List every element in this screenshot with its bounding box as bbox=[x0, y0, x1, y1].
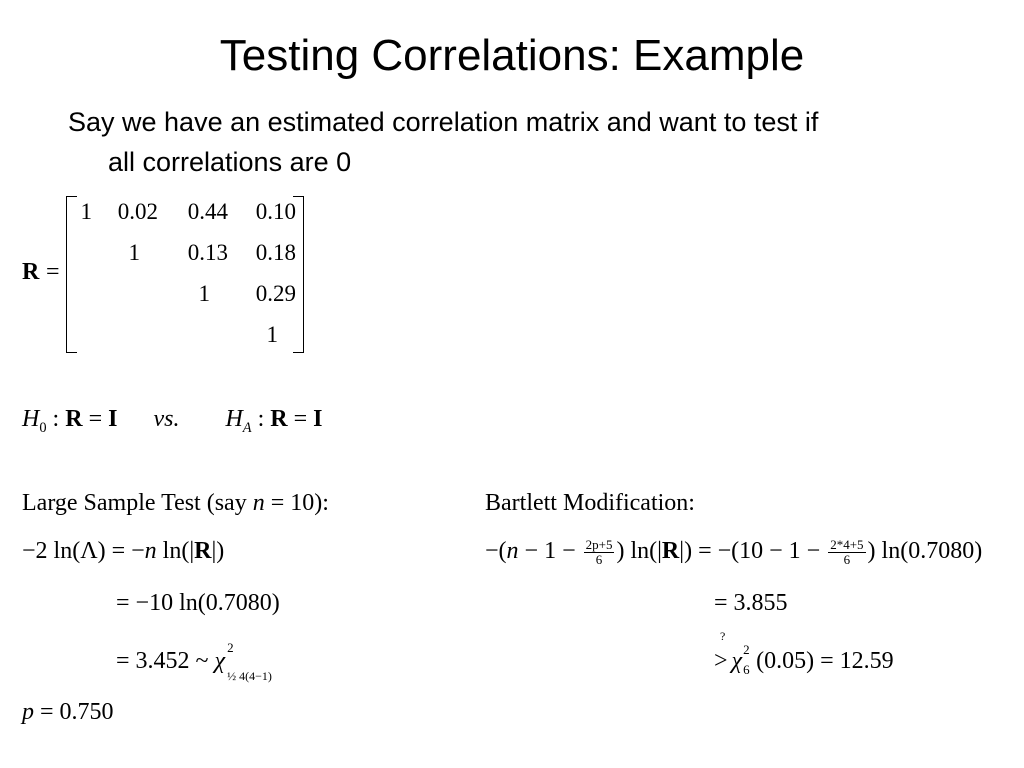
p-symbol: p bbox=[22, 699, 34, 725]
large-sample-line-2: = −10 ln(0.7080) bbox=[116, 590, 280, 616]
bt-l1-n: n bbox=[506, 538, 519, 564]
bt-l3-sup: 2 bbox=[743, 642, 750, 657]
ls-l1-r: R bbox=[194, 538, 212, 564]
bt-l1-b: − 1 − bbox=[518, 538, 582, 564]
vs-label: vs. bbox=[153, 406, 180, 432]
hypothesis-line bbox=[22, 405, 323, 442]
h0-colon: : bbox=[46, 406, 66, 432]
matrix-equals: = bbox=[46, 259, 60, 285]
bartlett-question-mark: ? bbox=[720, 629, 726, 643]
bt-frac-1-den: 6 bbox=[595, 551, 603, 567]
large-sample-n: n bbox=[252, 490, 265, 516]
large-sample-line-1 bbox=[22, 537, 224, 565]
ls-l1-c: ln bbox=[156, 538, 182, 564]
bartlett-line-3 bbox=[714, 642, 894, 677]
bt-l1-d: |) = −(10 − 1 − bbox=[679, 538, 827, 564]
p-value bbox=[22, 698, 114, 726]
matrix-cell: 0.10 bbox=[255, 199, 296, 224]
matrix-cell: 0.13 bbox=[187, 240, 228, 265]
intro-line-2: all correlations are 0 bbox=[108, 147, 352, 177]
h0-subscript: 0 bbox=[39, 419, 47, 436]
ls-l3-sub: ½ 4(4−1) bbox=[227, 669, 272, 683]
ha-subscript: A bbox=[242, 419, 252, 436]
matrix-cell: 0.44 bbox=[187, 199, 228, 224]
h0-i: I bbox=[108, 406, 118, 432]
h0-eq: = bbox=[82, 406, 109, 432]
bt-l3-chi: χ bbox=[731, 648, 743, 674]
bt-l3-gt: > bbox=[714, 648, 728, 674]
p-value-text: = 0.750 bbox=[34, 699, 114, 725]
intro-line-1: Say we have an estimated correlation matrix and want to test if bbox=[68, 107, 819, 137]
ls-l1-b: = − bbox=[105, 538, 145, 564]
ls-l1-a: −2 ln bbox=[22, 538, 73, 564]
bt-frac-2-den: 6 bbox=[843, 551, 851, 567]
bt-l3-rest: (0.05) = 12.59 bbox=[756, 648, 894, 674]
bt-frac-2 bbox=[828, 538, 865, 567]
matrix-cell: 1 bbox=[266, 322, 278, 347]
matrix-label bbox=[22, 258, 39, 286]
bt-l3-sub: 6 bbox=[743, 662, 750, 677]
ls-l1-lambda: (Λ) bbox=[72, 538, 106, 564]
matrix-cell: 0.18 bbox=[255, 240, 296, 265]
ls-l1-e: |) bbox=[211, 538, 225, 564]
ha-eq: = bbox=[287, 406, 314, 432]
h0-r: R bbox=[65, 406, 83, 432]
bt-l1-e: ) ln(0.7080) bbox=[867, 538, 983, 564]
bt-l3-script bbox=[742, 642, 756, 677]
large-sample-line-3 bbox=[116, 640, 275, 683]
matrix-cell: 0.02 bbox=[117, 199, 158, 224]
ha-r: R bbox=[270, 406, 288, 432]
bartlett-line-2: = 3.855 bbox=[714, 590, 788, 616]
h0-symbol: H bbox=[22, 406, 40, 432]
ls-l1-n: n bbox=[144, 538, 157, 564]
matrix-cell: 1 bbox=[128, 240, 140, 265]
matrix-cell: 1 bbox=[80, 199, 92, 224]
intro-text bbox=[68, 102, 968, 182]
ha-i: I bbox=[313, 406, 323, 432]
ls-l3-a: = 3.452 ~ bbox=[116, 648, 215, 674]
matrix-symbol: R bbox=[22, 259, 40, 285]
ha-colon: : bbox=[251, 406, 271, 432]
bt-frac-1-num: 2p+5 bbox=[585, 536, 613, 552]
large-sample-heading-rest: = 10): bbox=[264, 490, 329, 516]
matrix-cell: 0.29 bbox=[255, 281, 296, 306]
ha-symbol: H bbox=[225, 406, 243, 432]
bt-l1-a: −( bbox=[485, 538, 507, 564]
ls-l3-script bbox=[225, 640, 275, 683]
ls-l3-sup: 2 bbox=[227, 640, 234, 655]
bartlett-heading: Bartlett Modification: bbox=[485, 490, 695, 516]
large-sample-heading-text: Large Sample Test (say bbox=[22, 490, 253, 516]
slide-title: Testing Correlations: Example bbox=[219, 31, 805, 80]
bt-l1-r: R bbox=[661, 538, 680, 564]
bt-frac-2-num: 2*4+5 bbox=[830, 536, 864, 552]
bartlett-line-1 bbox=[485, 537, 982, 567]
bt-frac-1 bbox=[584, 538, 615, 567]
bt-l1-c: ) ln(| bbox=[616, 538, 662, 564]
ls-l1-d: (| bbox=[181, 538, 195, 564]
large-sample-heading bbox=[22, 489, 329, 517]
matrix-cell: 1 bbox=[198, 281, 210, 306]
ls-l3-chi: χ bbox=[214, 648, 226, 674]
